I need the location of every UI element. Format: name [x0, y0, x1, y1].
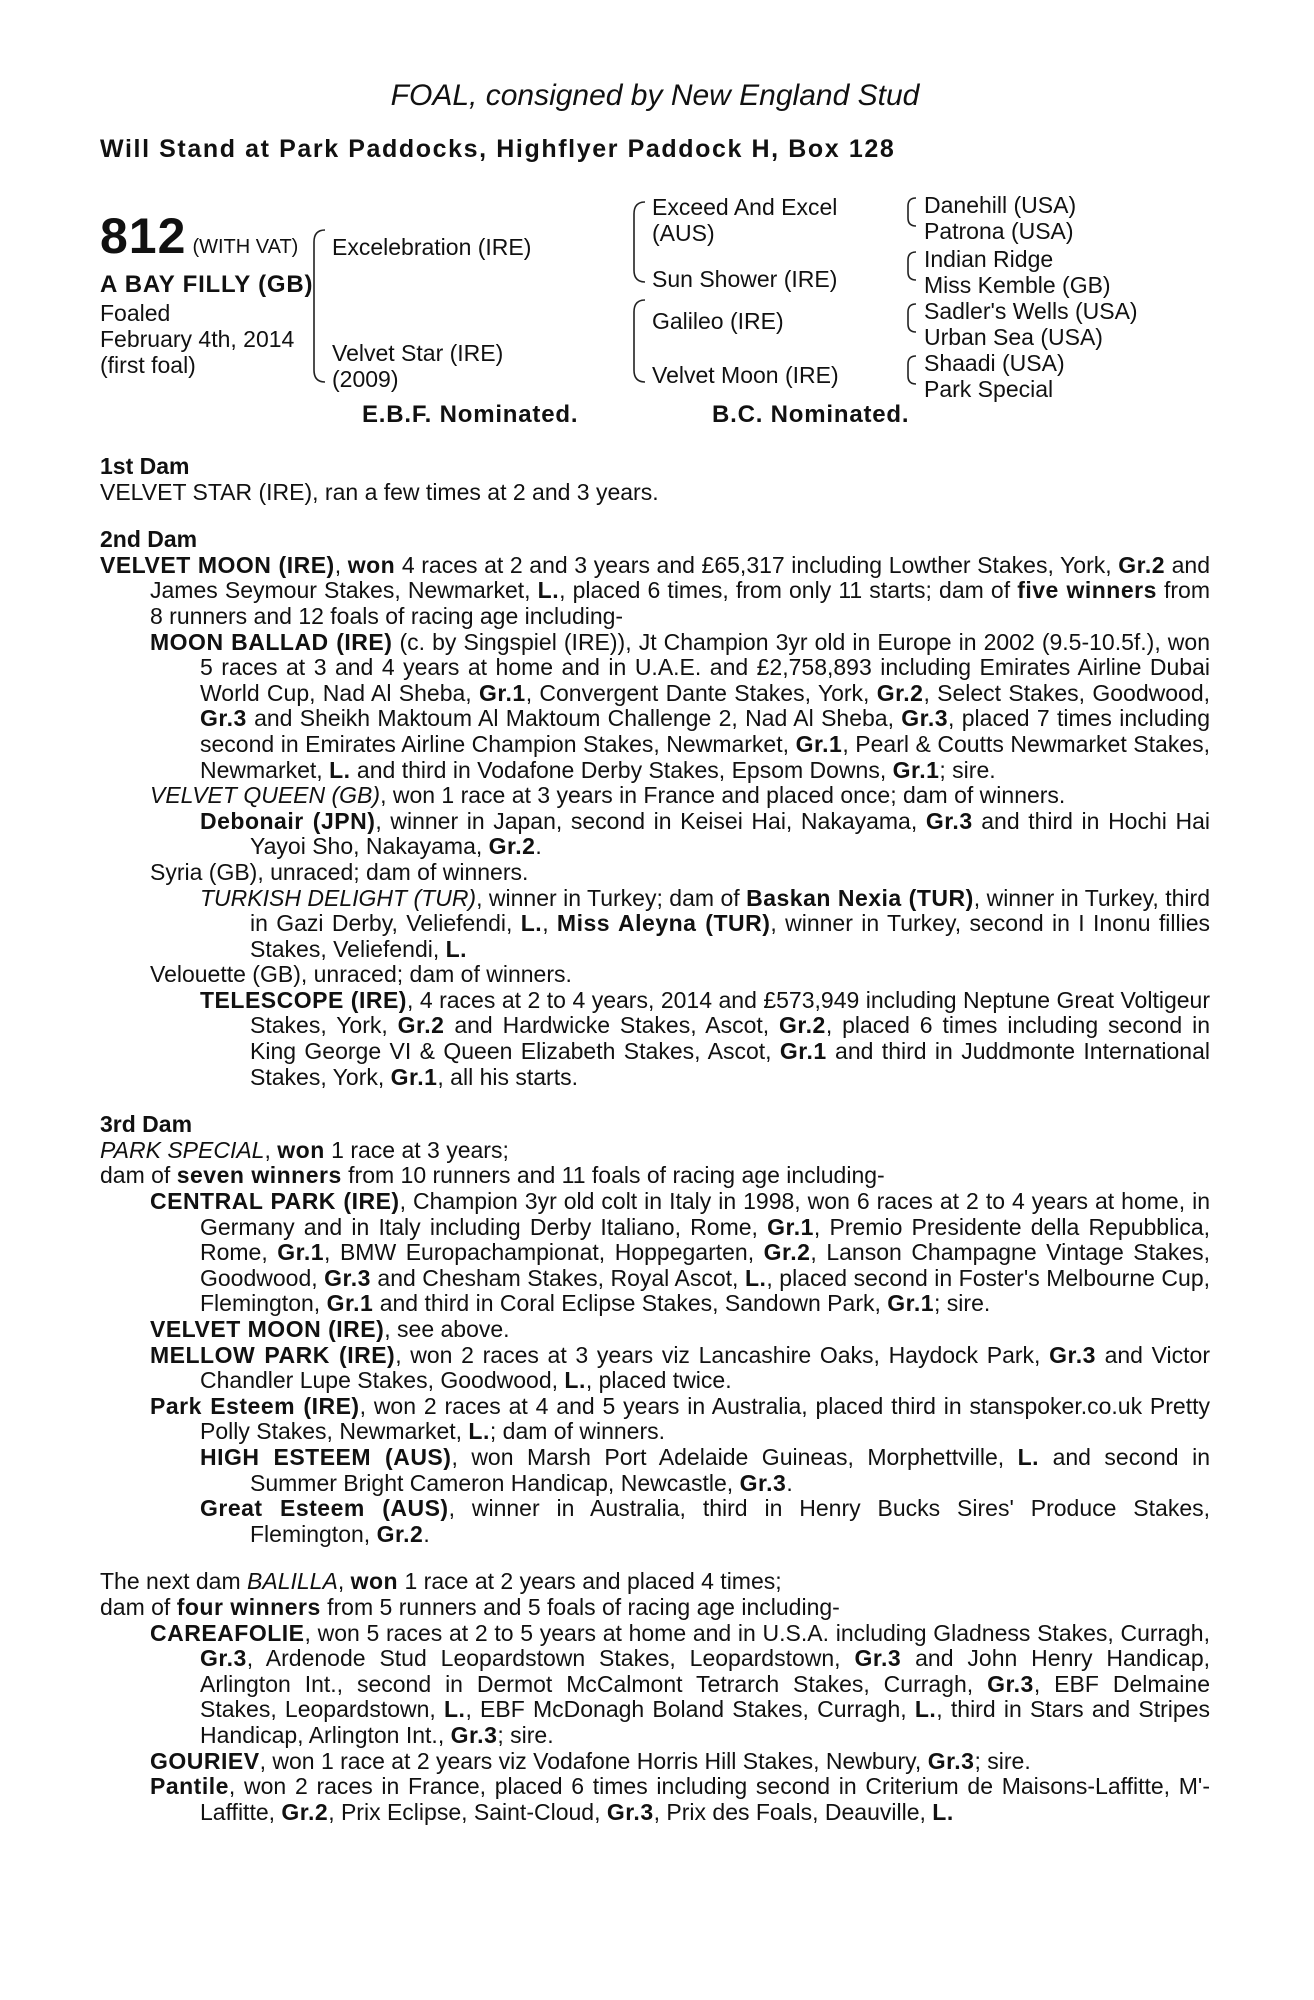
- entry-text: , placed 6 times, from only 11 starts; dam of: [559, 577, 1018, 604]
- entry-text: from 10 runners and 11 foals of racing age including-: [341, 1162, 885, 1189]
- bold-text: Gr.3: [1049, 1341, 1096, 1368]
- g3-ancestor: Indian Ridge: [924, 246, 1054, 272]
- bold-text: Gr.2: [397, 1012, 445, 1039]
- family-section: [100, 1569, 1210, 1825]
- family-entry: [100, 886, 1210, 963]
- bold-text: Gr.3: [854, 1645, 902, 1672]
- dam-year: (2009): [332, 366, 399, 392]
- bold-text: Gr.3: [987, 1670, 1034, 1697]
- bold-text: Gr.3: [200, 705, 247, 732]
- entry-text: , Ardenode Stud Leopardstown Stakes, Leopardstown,: [246, 1645, 855, 1672]
- family-entry: [100, 1749, 1210, 1775]
- bold-text: Gr.3: [606, 1798, 654, 1825]
- entry-text: , won 1 race at 2 years viz Vodafone Horris Hill Stakes, Newbury,: [259, 1747, 928, 1774]
- family-entry: [100, 1445, 1210, 1496]
- entry-text: dam of: [100, 1593, 177, 1620]
- bold-text: Gr.3: [200, 1645, 247, 1672]
- bold-text: Gr.2: [779, 1012, 826, 1039]
- entry-text: ,: [337, 1568, 351, 1595]
- entry-text: , placed 6 times including second in King George VI & Queen Elizabeth Stakes, Ascot,: [250, 1012, 1210, 1065]
- italic-text: VELVET QUEEN (GB): [150, 782, 381, 809]
- entry-text: 4 races at 2 and 3 years and £65,317 including Lowther Stakes, York,: [395, 551, 1119, 578]
- bold-text: Miss Aleyna (TUR): [556, 910, 771, 937]
- bold-text: Great Esteem (AUS): [200, 1495, 449, 1522]
- bracket-g3-2: [908, 252, 916, 280]
- bold-text: Gr.2: [281, 1798, 329, 1825]
- entry-text: ; sire.: [974, 1747, 1031, 1774]
- entry-text: , see above.: [384, 1316, 510, 1342]
- bold-text: L.: [537, 577, 560, 604]
- family-entry: [100, 1595, 1210, 1621]
- bold-text: won: [350, 1568, 399, 1595]
- bold-text: MOON BALLAD (IRE): [150, 628, 393, 655]
- entry-text: , third in Stars and Stripes Handicap, Arlington Int.,: [200, 1696, 1210, 1748]
- entry-text: Velouette (GB), unraced; dam of winners.: [150, 961, 572, 988]
- bold-text: L.: [444, 1696, 466, 1723]
- entry-text: (c. by Singspiel (IRE)), Jt Champion 3yr old in Europe in 2002 (9.5-10.5f.), won 5 races at 3 and 4 years at home and in U.A.E. and £2,758,893 including Emirates Airline Dubai World Cup, Nad Al Sheba,: [200, 628, 1210, 706]
- bold-text: Gr.1: [390, 1063, 438, 1090]
- bold-text: Gr.3: [925, 807, 973, 834]
- entry-text: Syria (GB), unraced; dam of winners.: [150, 858, 529, 885]
- bold-text: won: [277, 1136, 325, 1163]
- entry-text: , won 2 races at 4 and 5 years in Australia, placed third in stanspoker.co.uk Pretty Polly Stakes, Newmarket,: [200, 1392, 1211, 1445]
- bold-text: Debonair (JPN): [200, 807, 376, 834]
- bold-text: GOURIEV: [150, 1747, 260, 1774]
- dam: Velvet Star (IRE): [332, 340, 504, 366]
- entry-text: 1 race at 3 years;: [324, 1136, 509, 1163]
- entry-text: ; sire.: [497, 1721, 554, 1748]
- bold-text: Gr.2: [488, 833, 536, 860]
- bracket-dam-line: [634, 300, 645, 382]
- family-section: [100, 454, 1210, 505]
- sire: Excelebration (IRE): [332, 234, 532, 260]
- lot-name: A BAY FILLY (GB): [100, 271, 314, 298]
- bold-text: Gr.2: [376, 1520, 424, 1547]
- entry-text: , Champion 3yr old colt in Italy in 1998, won 6 races at 2 to 4 years at home, in Germany and in Italy including Derby Italiano, Rome,: [200, 1188, 1210, 1240]
- family-section: [100, 527, 1210, 1090]
- family-entry: [100, 1189, 1210, 1317]
- entry-text: and third in Coral Eclipse Stakes, Sandown Park,: [373, 1290, 888, 1317]
- entry-text: , won 2 races in France, placed 6 times including second in Criterium de Maisons-Laffitte, M'-Laffitte,: [200, 1773, 1210, 1825]
- bold-text: four winners: [176, 1593, 321, 1620]
- entry-text: , winner in Australia, third in Henry Bucks Sires' Produce Stakes, Flemington,: [250, 1495, 1211, 1547]
- entry-text: , Pearl & Coutts Newmarket Stakes, Newmarket,: [200, 730, 1210, 783]
- section-title: 1st Dam: [100, 453, 190, 479]
- bold-text: L.: [468, 1418, 490, 1445]
- bold-text: Gr.2: [876, 679, 924, 706]
- entry-text: , Convergent Dante Stakes, York,: [525, 679, 877, 706]
- bold-text: Gr.3: [324, 1264, 371, 1291]
- sire-sire-country: (AUS): [652, 220, 715, 246]
- bold-text: CENTRAL PARK (IRE): [150, 1188, 400, 1215]
- bold-text: L.: [1017, 1443, 1040, 1470]
- g3-ancestor: Urban Sea (USA): [924, 324, 1103, 350]
- g3-ancestor: Patrona (USA): [924, 218, 1074, 244]
- bold-text: L.: [914, 1696, 937, 1723]
- entry-text: ; dam of winners.: [489, 1418, 666, 1445]
- bold-text: Gr.1: [326, 1290, 374, 1317]
- entry-text: and Victor Chandler Lupe Stakes, Goodwood,: [200, 1341, 1211, 1394]
- entry-text: from 5 runners and 5 foals of racing age including-: [320, 1593, 840, 1620]
- section-title: 2nd Dam: [100, 526, 198, 553]
- bold-text: five winners: [1017, 577, 1157, 604]
- italic-text: PARK SPECIAL: [100, 1136, 265, 1163]
- sire-dam: Sun Shower (IRE): [652, 266, 838, 292]
- entry-text: VELVET STAR (IRE), ran a few times at 2 and 3 years.: [100, 478, 659, 505]
- entry-text: , winner in Turkey, third in Gazi Derby, Veliefendi,: [250, 884, 1210, 937]
- family-section: [100, 1112, 1210, 1547]
- bc-nomination: B.C. Nominated.: [712, 401, 910, 428]
- bold-text: VELVET MOON (IRE): [150, 1316, 385, 1342]
- family-entry: [100, 480, 1210, 506]
- bold-text: Gr.2: [763, 1239, 811, 1266]
- entry-text: ,: [264, 1136, 278, 1163]
- entry-text: 1 race at 2 years and placed 4 times;: [398, 1568, 782, 1595]
- entry-text: , winner in Turkey, second in I Inonu fillies Stakes, Veliefendi,: [250, 910, 1210, 962]
- entry-text: The next dam: [100, 1568, 248, 1595]
- entry-text: and third in Juddmonte International Stakes, York,: [250, 1038, 1210, 1090]
- entry-text: and James Seymour Stakes, Newmarket,: [150, 551, 1211, 604]
- bold-text: Gr.1: [478, 679, 526, 706]
- entry-text: ; sire.: [934, 1290, 991, 1317]
- bracket-g3-1: [908, 198, 916, 226]
- entry-text: , won 5 races at 2 to 5 years at home and in U.S.A. including Gladness Stakes, Curragh,: [304, 1619, 1210, 1646]
- family-entry: [100, 783, 1210, 809]
- family-entry: [100, 962, 1210, 988]
- entry-text: ; sire.: [939, 756, 996, 783]
- foaled-label: Foaled: [100, 300, 171, 326]
- family-entry: [100, 988, 1210, 1090]
- entry-text: , winner in Turkey; dam of: [476, 884, 747, 911]
- entry-text: , Prix des Foals, Deauville,: [653, 1798, 933, 1825]
- entry-text: , EBF McDonagh Boland Stakes, Curragh,: [465, 1696, 915, 1723]
- family-entry: [100, 809, 1210, 860]
- bold-text: Gr.1: [277, 1239, 325, 1266]
- bracket-g3-3: [908, 304, 916, 332]
- entry-text: , placed second in Foster's Melbourne Cup, Flemington,: [200, 1264, 1210, 1317]
- italic-text: BALILLA: [247, 1568, 338, 1595]
- g3-ancestor: Sadler's Wells (USA): [924, 298, 1138, 324]
- bold-text: Gr.3: [739, 1469, 787, 1496]
- entry-text: ,: [334, 551, 348, 578]
- entry-text: ,: [542, 910, 557, 937]
- bold-text: VELVET MOON (IRE): [100, 551, 335, 578]
- vat-note: (WITH VAT): [192, 236, 299, 258]
- bold-text: won: [347, 551, 396, 578]
- bold-text: Gr.2: [1118, 551, 1166, 578]
- family-entry: [100, 1621, 1210, 1749]
- entry-text: and Chesham Stakes, Royal Ascot,: [370, 1264, 745, 1291]
- bold-text: Gr.1: [887, 1290, 935, 1317]
- bold-text: seven winners: [176, 1162, 342, 1189]
- g3-ancestor: Shaadi (USA): [924, 350, 1065, 376]
- bold-text: Gr.3: [901, 705, 949, 732]
- entry-text: , Premio Presidente della Repubblica, Rome,: [200, 1213, 1210, 1266]
- bold-text: Gr.3: [450, 1721, 498, 1748]
- lot-number-line: [100, 210, 298, 262]
- bold-text: L.: [932, 1798, 954, 1825]
- entry-text: and Hardwicke Stakes, Ascot,: [444, 1012, 780, 1039]
- stand-location: Will Stand at Park Paddocks, Highflyer Paddock H, Box 128: [100, 135, 896, 163]
- first-foal-note: (first foal): [100, 352, 196, 378]
- ebf-nomination: E.B.F. Nominated.: [362, 401, 579, 428]
- family-entry: [100, 1343, 1210, 1394]
- bracket-sire-line: [634, 202, 645, 282]
- entry-text: and third in Vodafone Derby Stakes, Epsom Downs,: [350, 756, 893, 783]
- entry-text: , won 1 race at 3 years in France and placed once; dam of winners.: [380, 782, 1066, 809]
- dam-sire: Galileo (IRE): [652, 308, 784, 334]
- foaled-date: February 4th, 2014: [100, 326, 295, 352]
- section-title: 3rd Dam: [100, 1111, 193, 1138]
- bold-text: TELESCOPE (IRE): [200, 986, 407, 1013]
- entry-text: , BMW Europachampionat, Hoppegarten,: [324, 1239, 764, 1266]
- family-entry: [100, 1163, 1210, 1189]
- bold-text: L.: [520, 910, 543, 937]
- italic-text: TURKISH DELIGHT (TUR): [200, 884, 477, 911]
- entry-text: .: [423, 1520, 430, 1547]
- family-entry: [100, 1394, 1210, 1445]
- dam-dam: Velvet Moon (IRE): [652, 362, 839, 388]
- entry-text: , winner in Japan, second in Keisei Hai, Nakayama,: [375, 807, 926, 834]
- entry-text: , won Marsh Port Adelaide Guineas, Morphettville,: [451, 1443, 1018, 1470]
- family-sections: [100, 454, 1210, 1825]
- entry-text: , placed 7 times including second in Emirates Airline Champion Stakes, Newmarket,: [200, 705, 1210, 757]
- entry-text: and Sheikh Maktoum Al Maktoum Challenge 2, Nad Al Sheba,: [246, 705, 902, 732]
- family-entry: [100, 860, 1210, 886]
- bold-text: HIGH ESTEEM (AUS): [200, 1443, 452, 1470]
- entry-text: , EBF Delmaine Stakes, Leopardstown,: [200, 1670, 1210, 1723]
- family-entry: [100, 630, 1210, 784]
- entry-text: , placed twice.: [585, 1367, 732, 1394]
- family-entry: [100, 1569, 1210, 1595]
- bold-text: L.: [564, 1367, 586, 1394]
- bold-text: Baskan Nexia (TUR): [746, 884, 974, 911]
- bold-text: L.: [329, 756, 351, 783]
- bold-text: MELLOW PARK (IRE): [150, 1341, 396, 1368]
- bold-text: Gr.1: [767, 1213, 814, 1240]
- entry-text: , won 2 races at 3 years viz Lancashire Oaks, Haydock Park,: [395, 1341, 1050, 1368]
- entry-text: dam of: [100, 1162, 177, 1189]
- bold-text: CAREAFOLIE: [150, 1619, 305, 1646]
- family-entry: [100, 1774, 1210, 1825]
- entry-text: from 8 runners and 12 foals of racing age including-: [150, 577, 1211, 629]
- bold-text: Gr.1: [795, 730, 843, 757]
- bold-text: Pantile: [150, 1773, 229, 1800]
- bold-text: Gr.1: [892, 756, 940, 783]
- lot-number: 812: [100, 208, 187, 264]
- bold-text: Gr.3: [927, 1747, 975, 1774]
- bold-text: Gr.1: [779, 1038, 827, 1065]
- entry-text: , all his starts.: [437, 1063, 579, 1090]
- entry-text: .: [535, 833, 542, 860]
- bold-text: L.: [744, 1264, 767, 1291]
- entry-text: and second in Summer Bright Cameron Handicap, Newcastle,: [250, 1443, 1210, 1496]
- family-entry: [100, 1496, 1210, 1547]
- g3-ancestor: Park Special: [924, 376, 1054, 402]
- family-entry: [100, 553, 1210, 630]
- bold-text: Park Esteem (IRE): [150, 1392, 360, 1419]
- consignment-line: FOAL, consigned by New England Stud: [390, 79, 920, 112]
- entry-text: and John Henry Handicap, Arlington Int., second in Dermot McCalmont Tetrarch Stakes, Curragh,: [200, 1645, 1210, 1697]
- g3-ancestor: Danehill (USA): [924, 192, 1077, 218]
- sire-sire: Exceed And Excel: [652, 194, 838, 220]
- bold-text: L.: [445, 935, 468, 962]
- entry-text: , 4 races at 2 to 4 years, 2014 and £573,949 including Neptune Great Voltigeur Stakes, York,: [250, 986, 1210, 1039]
- entry-text: .: [786, 1469, 793, 1496]
- family-entry: [100, 1317, 1210, 1343]
- entry-text: , Select Stakes, Goodwood,: [923, 679, 1210, 706]
- g3-ancestor: Miss Kemble (GB): [924, 272, 1111, 298]
- catalogue-page: [100, 78, 1210, 1825]
- pedigree-block: [100, 192, 1210, 432]
- bracket-parents: [314, 230, 325, 382]
- entry-text: , Lanson Champagne Vintage Stakes, Goodwood,: [200, 1239, 1210, 1291]
- family-entry: [100, 1138, 1210, 1164]
- entry-text: , Prix Eclipse, Saint-Cloud,: [328, 1798, 607, 1825]
- entry-text: and third in Hochi Hai Yayoi Sho, Nakayama,: [250, 807, 1210, 860]
- bracket-g3-4: [908, 356, 916, 384]
